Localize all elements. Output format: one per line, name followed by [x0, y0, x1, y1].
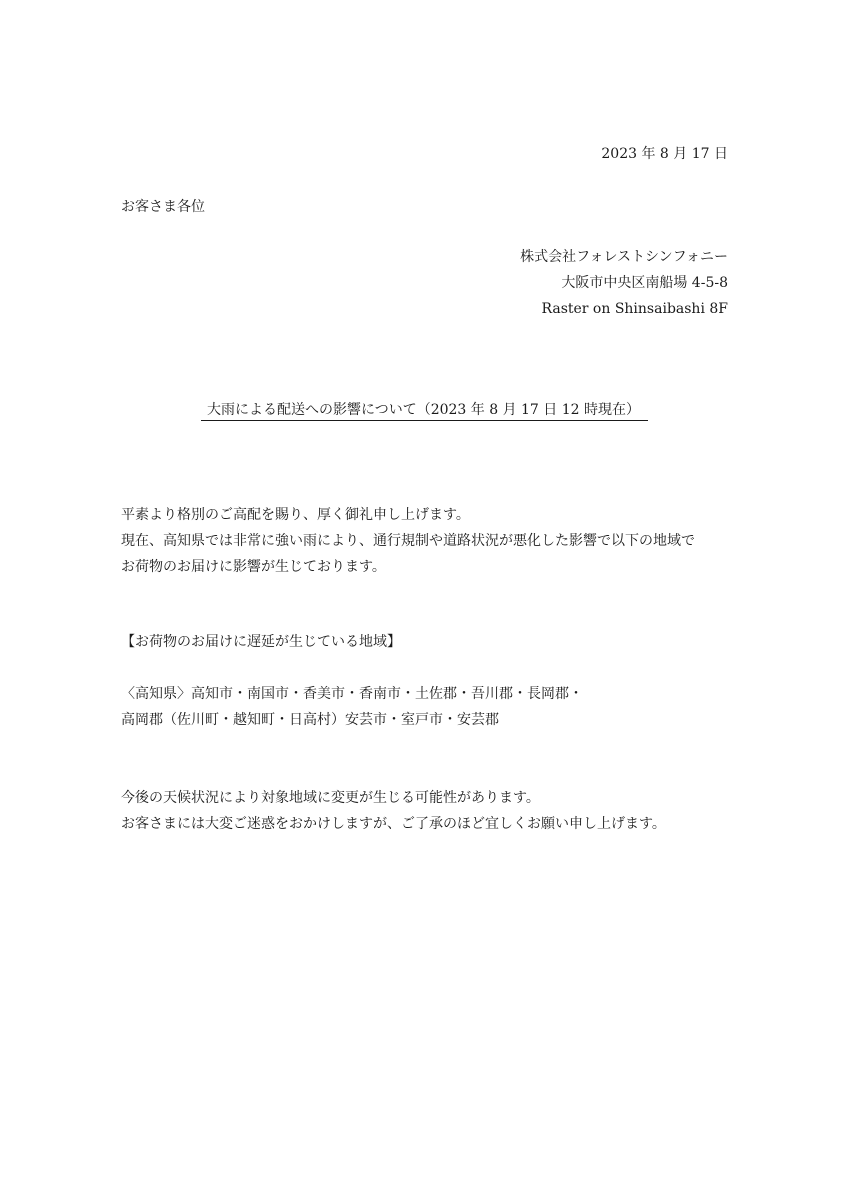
intro-line: 平素より格別のご高配を賜り、厚く御礼申し上げます。 — [121, 507, 470, 523]
recipient: お客さま各位 — [121, 199, 205, 215]
affected-area-line: 高岡郡（佐川町・越知町・日高村）安芸市・室戸市・安芸郡 — [121, 712, 499, 728]
sender-address: 大阪市中央区南船場 4-5-8 — [561, 275, 728, 291]
closing-line: お客さまには大変ご迷惑をおかけしますが、ご了承のほど宜しくお願い申し上げます。 — [121, 816, 666, 832]
affected-heading: 【お荷物のお届けに遅延が生じている地域】 — [121, 634, 401, 650]
sender-company: 株式会社フォレストシンフォニー — [520, 249, 728, 265]
notice-title: 大雨による配送への影響について（2023 年 8 月 17 日 12 時現在） — [201, 401, 648, 421]
intro-line: 現在、高知県では非常に強い雨により、通行規制や道路状況が悪化した影響で以下の地域で — [121, 533, 695, 549]
sender-building: Raster on Shinsaibashi 8F — [541, 301, 728, 317]
intro-line: お荷物のお届けに影響が生じております。 — [121, 559, 386, 575]
affected-area-line: 〈高知県〉高知市・南国市・香美市・香南市・土佐郡・吾川郡・長岡郡・ — [121, 686, 583, 702]
document-date: 2023 年 8 月 17 日 — [601, 146, 728, 162]
notice-title-line — [0, 400, 849, 421]
closing-line: 今後の天候状況により対象地域に変更が生じる可能性があります。 — [121, 790, 540, 806]
